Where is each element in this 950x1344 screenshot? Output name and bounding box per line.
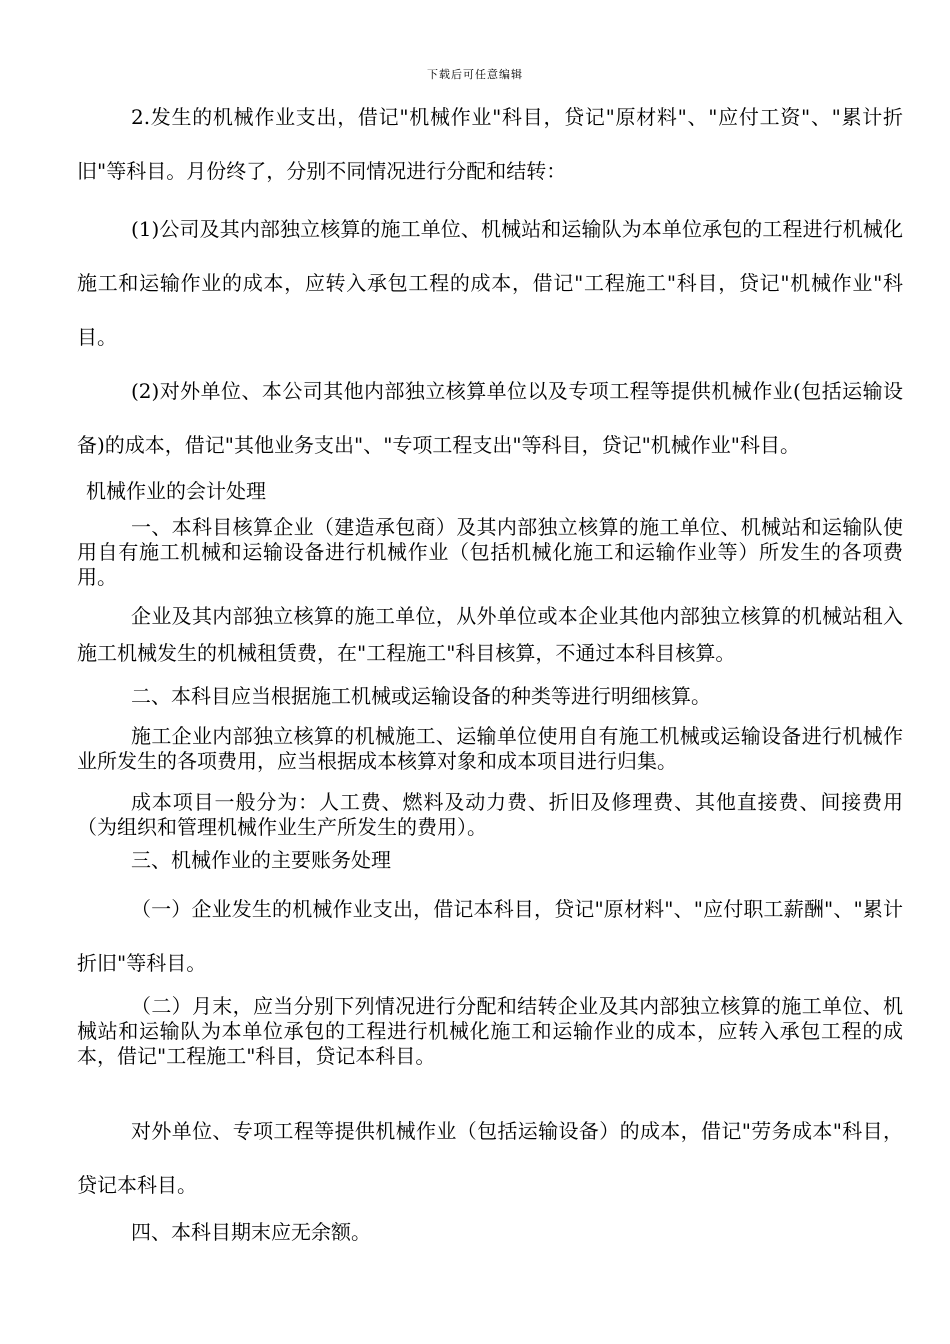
paragraph-9: 成本项目一般分为：人工费、燃料及动力费、折旧及修理费、其他直接费、间接费用（为组织和管理机械作业生产所发生的费用）。: [77, 790, 903, 839]
paragraph-6: 企业及其内部独立核算的施工单位，从外单位或本企业其他内部独立核算的机械站租入施工机械发生的机械租赁费，在"工程施工"科目核算，不通过本科目核算。: [77, 604, 903, 665]
page-header: 下载后可任意编辑: [427, 68, 523, 81]
paragraph-10: 三、机械作业的主要账务处理: [131, 848, 391, 872]
paragraph-5: 一、本科目核算企业（建造承包商）及其内部独立核算的施工单位、机械站和运输队使用自有施工机械和运输设备进行机械作业（包括机械化施工和运输作业等）所发生的各项费用。: [77, 515, 903, 589]
paragraph-3: (2)对外单位、本公司其他内部独立核算单位以及专项工程等提供机械作业(包括运输设备)的成本，借记"其他业务支出"、"专项工程支出"等科目，贷记"机械作业"科目。: [77, 379, 903, 457]
paragraph-2: (1)公司及其内部独立核算的施工单位、机械站和运输队为本单位承包的工程进行机械化施工和运输作业的成本，应转入承包工程的成本，借记"工程施工"科目，贷记"机械作业"科目。: [77, 217, 903, 349]
paragraph-13: 对外单位、专项工程等提供机械作业（包括运输设备）的成本，借记"劳务成本"科目，贷记本科目。: [77, 1119, 903, 1197]
paragraph-14: 四、本科目期末应无余额。: [131, 1220, 371, 1244]
section-title: 机械作业的会计处理: [86, 479, 266, 503]
paragraph-12: （二）月末，应当分别下列情况进行分配和结转企业及其内部独立核算的施工单位、机械站和运输队为本单位承包的工程进行机械化施工和运输作业的成本，应转入承包工程的成本，借记"工程施工"科目，贷记本科目。: [77, 994, 903, 1068]
paragraph-1: 2.发生的机械作业支出，借记"机械作业"科目，贷记"原材料"、"应付工资"、"累计折旧"等科目。月份终了，分别不同情况进行分配和结转：: [77, 105, 903, 183]
paragraph-8: 施工企业内部独立核算的机械施工、运输单位使用自有施工机械或运输设备进行机械作业所发生的各项费用，应当根据成本核算对象和成本项目进行归集。: [77, 724, 903, 773]
paragraph-11: （一）企业发生的机械作业支出，借记本科目，贷记"原材料"、"应付职工薪酬"、"累计折旧"等科目。: [77, 897, 903, 975]
paragraph-7: 二、本科目应当根据施工机械或运输设备的种类等进行明细核算。: [131, 684, 711, 708]
